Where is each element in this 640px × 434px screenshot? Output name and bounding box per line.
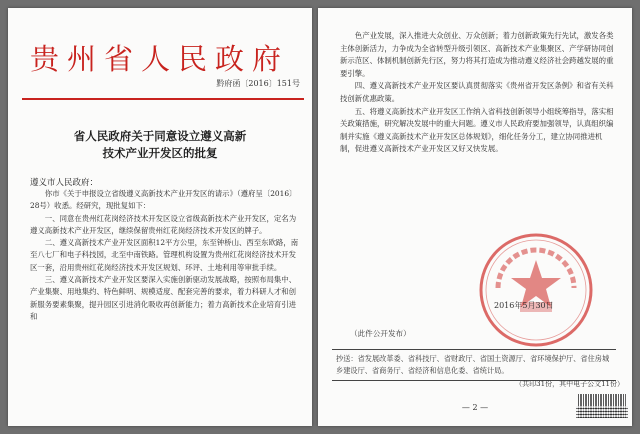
page-number: — 2 —	[461, 403, 489, 412]
red-divider-line	[22, 98, 304, 100]
print-count-note: （共印31份，其中电子公文11份）	[515, 380, 624, 388]
public-release-note: （此件公开发布）	[350, 329, 411, 338]
document-page-left	[8, 8, 312, 426]
paragraph: 四、遵义高新技术产业开发区要认真贯彻落实《贵州省开发区条例》和省有关科技创新优惠政策。	[340, 81, 614, 103]
paragraph: 五、将遵义高新技术产业开发区工作纳入省科技创新领导小组统筹指导，落实相关政策措施，研究解决发展中的重大问题。遵义市人民政府要加强领导，认真组织编制并实施《遵义高新技术产业开发区总体规划》，细化任务分工，建立协同推进机制，促进遵义高新技术产业开发区又好又快发展。	[340, 106, 614, 154]
document-number: 黔府函〔2016〕151号	[216, 79, 300, 88]
official-seal-stamp	[476, 230, 596, 350]
cc-distribution-line: 抄送：省发展改革委、省科技厅、省财政厅、省国土资源厅、省环境保护厅、省住房城乡建设厅、省商务厅、省经济和信息化委、省统计局。	[332, 349, 616, 381]
body-text-right	[340, 30, 616, 156]
barcode-stamp-lines	[576, 406, 628, 418]
document-title-line-1: 省人民政府关于同意设立遵义高新	[73, 129, 247, 143]
body-text-left	[30, 188, 302, 323]
seal-date: 2016年5月30日	[494, 301, 554, 310]
government-header-title: 贵州省人民政府	[30, 42, 290, 76]
salutation: 遵义市人民政府：	[30, 178, 99, 188]
paragraph: 一、同意在贵州红花岗经济技术开发区设立省级高新技术产业开发区，定名为遵义高新技术产业开发区，继续保留贵州红花岗经济技术开发区的牌子。	[30, 213, 297, 235]
paragraph: 你市《关于申报设立省级遵义高新技术产业开发区的请示》（遵府呈〔2016〕28号）收悉。经研究，现批复如下：	[30, 189, 297, 211]
paragraph: 二、遵义高新技术产业开发区面积12平方公里，东至钟桥山、西至东欧路，南至八七厂和电子科技园，北至中南铁路。管理机构设置为贵州红花岗经济技术开发区一套，沿用贵州红花岗经济技术开发区规划、环评、土地利用等审批手续。	[30, 238, 299, 272]
paragraph: 色产业发展，深入推进大众创业、万众创新；着力创新政策先行先试，激发各类主体创新活力，力争成为全省转型升级引领区、高新技术产业集聚区、产学研协同创新示范区、体制机制创新先行区，努力将其打造成为推动遵义经济社会跨越发展的重要引擎。	[340, 31, 614, 78]
document-title	[28, 128, 292, 162]
document-page-right	[318, 8, 632, 426]
document-title-line-2: 技术产业开发区的批复	[102, 146, 218, 160]
paragraph: 三、遵义高新技术产业开发区要深入实施创新驱动发展战略，按照布局集中、产业集聚、用地集约、特色鲜明、规模适度、配套完善的要求，着力科研人才和创新服务要素集聚，提升园区引进消化吸收再创新能力；着力高新技术企业培育引进和	[30, 275, 297, 321]
